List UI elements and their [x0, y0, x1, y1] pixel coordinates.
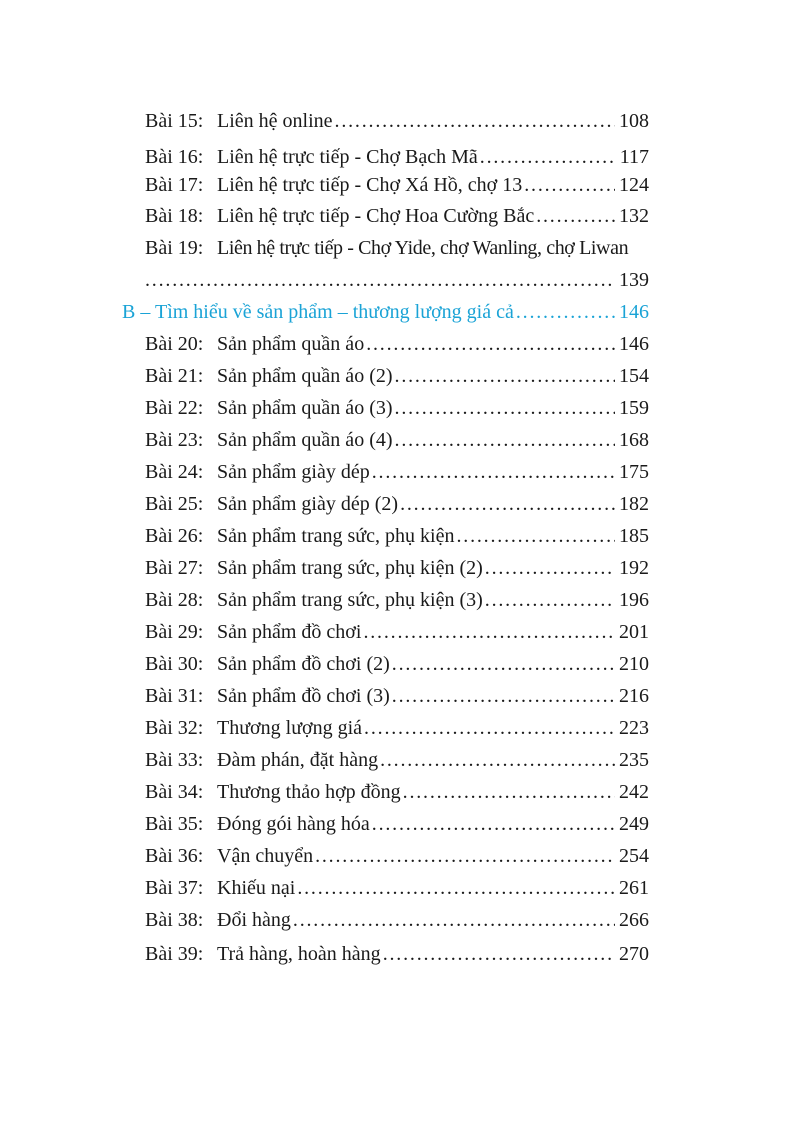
lesson-number: Bài 30:: [145, 653, 204, 675]
lesson-title: Sản phẩm trang sức, phụ kiện: [217, 525, 455, 547]
toc-entry: [145, 716, 649, 740]
lesson-number: Bài 22:: [145, 397, 204, 419]
page-number: 139: [619, 269, 649, 291]
toc-entry: [145, 684, 649, 708]
toc-entry-continuation: [145, 268, 649, 292]
toc-entry: [145, 780, 649, 804]
toc-entry: [145, 652, 649, 676]
dot-leader: [395, 396, 615, 420]
section-title: B – Tìm hiểu về sản phẩm – thương lượng giá cả: [122, 301, 514, 323]
dot-leader: [403, 780, 615, 804]
toc-entry: [145, 396, 649, 420]
page-number: 261: [619, 877, 649, 899]
lesson-number: Bài 35:: [145, 813, 204, 835]
dot-leader: [372, 460, 615, 484]
toc-entry: [145, 173, 649, 197]
dot-leader: [395, 364, 615, 388]
page-number: 182: [619, 493, 649, 515]
dot-leader: [392, 652, 615, 676]
page-number: 210: [619, 653, 649, 675]
lesson-number: Bài 21:: [145, 365, 204, 387]
dot-leader: [380, 748, 615, 772]
lesson-title: Thương lượng giá: [217, 717, 363, 739]
page-number: 196: [619, 589, 649, 611]
page-number: 235: [619, 749, 649, 771]
toc-entry: [145, 524, 649, 548]
lesson-number: Bài 27:: [145, 557, 204, 579]
dot-leader: [400, 492, 615, 516]
lesson-number: Bài 37:: [145, 877, 204, 899]
toc-entry: [145, 236, 665, 260]
dot-leader: [516, 300, 615, 324]
lesson-title: Đổi hàng: [217, 909, 291, 931]
toc-entry: [145, 844, 649, 868]
page-number: 185: [619, 525, 649, 547]
lesson-number: Bài 18:: [145, 205, 204, 227]
page-number: 254: [619, 845, 649, 867]
lesson-title: Khiếu nại: [217, 877, 296, 899]
lesson-number: Bài 26:: [145, 525, 204, 547]
dot-leader: [383, 942, 615, 966]
lesson-number: Bài 28:: [145, 589, 204, 611]
page-number: 146: [619, 301, 649, 323]
lesson-title: Sản phẩm quần áo (3): [217, 397, 393, 419]
toc-entry: [145, 428, 649, 452]
dot-leader: [363, 620, 615, 644]
page-number: 249: [619, 813, 649, 835]
lesson-title: Sản phẩm quần áo: [217, 333, 365, 355]
lesson-number: Bài 19:: [145, 237, 204, 259]
lesson-number: Bài 38:: [145, 909, 204, 931]
lesson-title: Đóng gói hàng hóa: [217, 813, 370, 835]
dot-leader: [480, 145, 616, 169]
dot-leader: [297, 876, 615, 900]
dot-leader: [485, 556, 615, 580]
toc-entry: [145, 332, 649, 356]
lesson-number: Bài 17:: [145, 174, 204, 196]
lesson-title: Liên hệ trực tiếp - Chợ Yide, chợ Wanling, chợ Liwan: [217, 237, 629, 259]
toc-entry: [145, 364, 649, 388]
toc-entry: [145, 876, 649, 900]
toc-entry: [145, 908, 649, 932]
lesson-number: Bài 24:: [145, 461, 204, 483]
toc-entry: [145, 748, 649, 772]
toc-entry: [145, 556, 649, 580]
page-number: 192: [619, 557, 649, 579]
lesson-title: Sản phẩm giày dép: [217, 461, 370, 483]
page-number: 124: [619, 174, 649, 196]
dot-leader: [524, 173, 615, 197]
lesson-number: Bài 33:: [145, 749, 204, 771]
lesson-number: Bài 36:: [145, 845, 204, 867]
lesson-number: Bài 29:: [145, 621, 204, 643]
dot-leader: [145, 268, 615, 292]
dot-leader: [315, 844, 615, 868]
section-heading: [122, 300, 649, 324]
page-number: 270: [619, 943, 649, 965]
lesson-title: Sản phẩm đồ chơi (3): [217, 685, 390, 707]
lesson-title: Liên hệ trực tiếp - Chợ Hoa Cường Bắc: [217, 205, 535, 227]
dot-leader: [335, 109, 615, 133]
page-number: 117: [619, 146, 649, 168]
toc-entry: [145, 942, 649, 966]
toc-entry: [145, 109, 649, 133]
lesson-title: Liên hệ trực tiếp - Chợ Bạch Mã: [217, 146, 478, 168]
lesson-number: Bài 32:: [145, 717, 204, 739]
page-number: 175: [619, 461, 649, 483]
toc-entry: [145, 812, 649, 836]
lesson-number: Bài 16:: [145, 146, 204, 168]
dot-leader: [293, 908, 615, 932]
lesson-title: Thương thảo hợp đồng: [217, 781, 401, 803]
lesson-number: Bài 39:: [145, 943, 204, 965]
lesson-title: Liên hệ online: [217, 110, 333, 132]
page-number: 201: [619, 621, 649, 643]
lesson-title: Trả hàng, hoàn hàng: [217, 943, 381, 965]
lesson-title: Sản phẩm quần áo (2): [217, 365, 393, 387]
page-number: 168: [619, 429, 649, 451]
lesson-number: Bài 25:: [145, 493, 204, 515]
toc-entry: [145, 460, 649, 484]
page-number: 242: [619, 781, 649, 803]
lesson-title: Sản phẩm đồ chơi (2): [217, 653, 390, 675]
lesson-title: Sản phẩm trang sức, phụ kiện (2): [217, 557, 483, 579]
toc-entry: [145, 620, 649, 644]
page-number: 159: [619, 397, 649, 419]
page-number: 216: [619, 685, 649, 707]
dot-leader: [364, 716, 615, 740]
dot-leader: [485, 588, 615, 612]
dot-leader: [395, 428, 615, 452]
page-number: 154: [619, 365, 649, 387]
page-number: 146: [619, 333, 649, 355]
lesson-title: Sản phẩm quần áo (4): [217, 429, 393, 451]
dot-leader: [392, 684, 615, 708]
lesson-title: Sản phẩm trang sức, phụ kiện (3): [217, 589, 483, 611]
lesson-title: Sản phẩm giày dép (2): [217, 493, 399, 515]
page-number: 266: [619, 909, 649, 931]
lesson-title: Đàm phán, đặt hàng: [217, 749, 379, 771]
toc-entry: [145, 492, 649, 516]
dot-leader: [366, 332, 615, 356]
page-number: 223: [619, 717, 649, 739]
lesson-number: Bài 20:: [145, 333, 204, 355]
toc-entry: [145, 204, 649, 228]
dot-leader: [456, 524, 615, 548]
lesson-title: Liên hệ trực tiếp - Chợ Xá Hồ, chợ 13: [217, 174, 523, 196]
lesson-number: Bài 15:: [145, 110, 204, 132]
page-number: 132: [619, 205, 649, 227]
toc-entry: [145, 145, 649, 169]
dot-leader: [372, 812, 615, 836]
page-number: 108: [619, 110, 649, 132]
lesson-number: Bài 31:: [145, 685, 204, 707]
dot-leader: [536, 204, 615, 228]
toc-entry: [145, 588, 649, 612]
lesson-number: Bài 23:: [145, 429, 204, 451]
lesson-title: Vận chuyển: [217, 845, 314, 867]
lesson-title: Sản phẩm đồ chơi: [217, 621, 362, 643]
lesson-number: Bài 34:: [145, 781, 204, 803]
